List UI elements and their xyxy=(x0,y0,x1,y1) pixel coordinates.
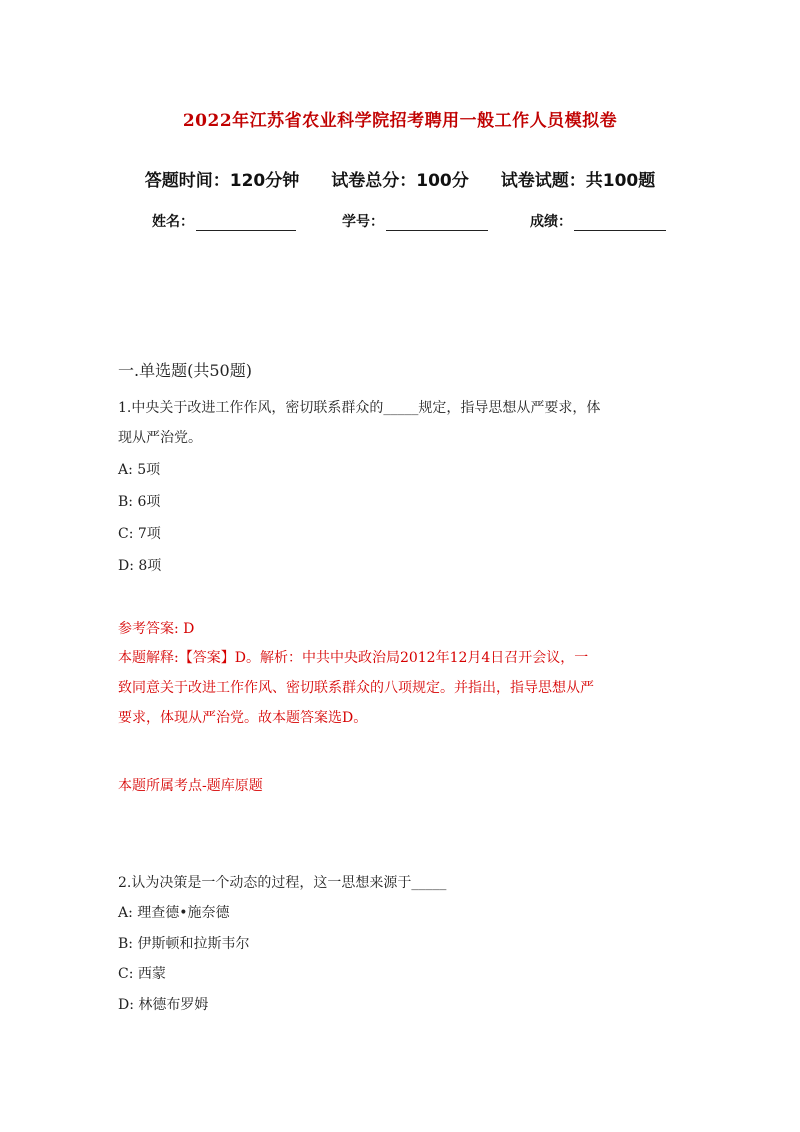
exam-time: 答题时间：120分钟 xyxy=(144,171,300,191)
exam-title: 2022年江苏省农业科学院招考聘用一般工作人员模拟卷 xyxy=(182,111,618,131)
grade-field xyxy=(530,211,666,231)
grade-label: 成绩： xyxy=(530,214,572,230)
question-1-option-a: A: 5项 xyxy=(118,462,161,478)
question-1-explanation-line-2: 致同意关于改进工作作风、密切联系群众的八项规定。并指出，指导思想从严 xyxy=(118,680,594,696)
question-1-option-d: D: 8项 xyxy=(118,558,162,574)
exam-question-count: 试卷试题：共100题 xyxy=(500,171,656,191)
exam-meta xyxy=(0,166,800,191)
question-2-option-d: D: 林德布罗姆 xyxy=(118,997,209,1013)
exam-total-score: 试卷总分：100分 xyxy=(331,171,469,191)
student-id-blank xyxy=(386,214,488,231)
name-field xyxy=(152,211,296,231)
student-id-label: 学号： xyxy=(342,214,384,230)
question-1-option-c: C: 7项 xyxy=(118,526,161,542)
question-2-option-b: B: 伊斯顿和拉斯韦尔 xyxy=(118,936,250,952)
question-1-explanation xyxy=(118,643,688,733)
question-1-stem-line-1: 1.中央关于改进工作作风，密切联系群众的_____规定，指导思想从严要求，体 xyxy=(118,400,601,416)
question-1-option-b: B: 6项 xyxy=(118,494,161,510)
section-title: 一.单选题(共50题) xyxy=(118,361,252,380)
question-1-stem xyxy=(118,393,684,453)
question-1-explanation-line-3: 要求，体现从严治党。故本题答案选D。 xyxy=(118,710,368,726)
student-id-field xyxy=(342,211,488,231)
grade-blank xyxy=(574,214,666,231)
question-1-stem-line-2: 现从严治党。 xyxy=(118,430,202,446)
question-2-option-a: A: 理查德•施奈德 xyxy=(118,905,230,921)
question-1-explanation-line-1: 本题解释:【答案】D。解析：中共中央政治局2012年12月4日召开会议，一 xyxy=(118,650,589,666)
question-1-topic: 本题所属考点-题库原题 xyxy=(118,778,263,794)
name-label: 姓名： xyxy=(152,214,194,230)
question-2-option-c: C: 西蒙 xyxy=(118,966,166,982)
name-blank xyxy=(196,214,296,231)
question-2-stem: 2.认为决策是一个动态的过程，这一思想来源于_____ xyxy=(118,875,447,891)
question-1-answer: 参考答案: D xyxy=(118,621,195,637)
